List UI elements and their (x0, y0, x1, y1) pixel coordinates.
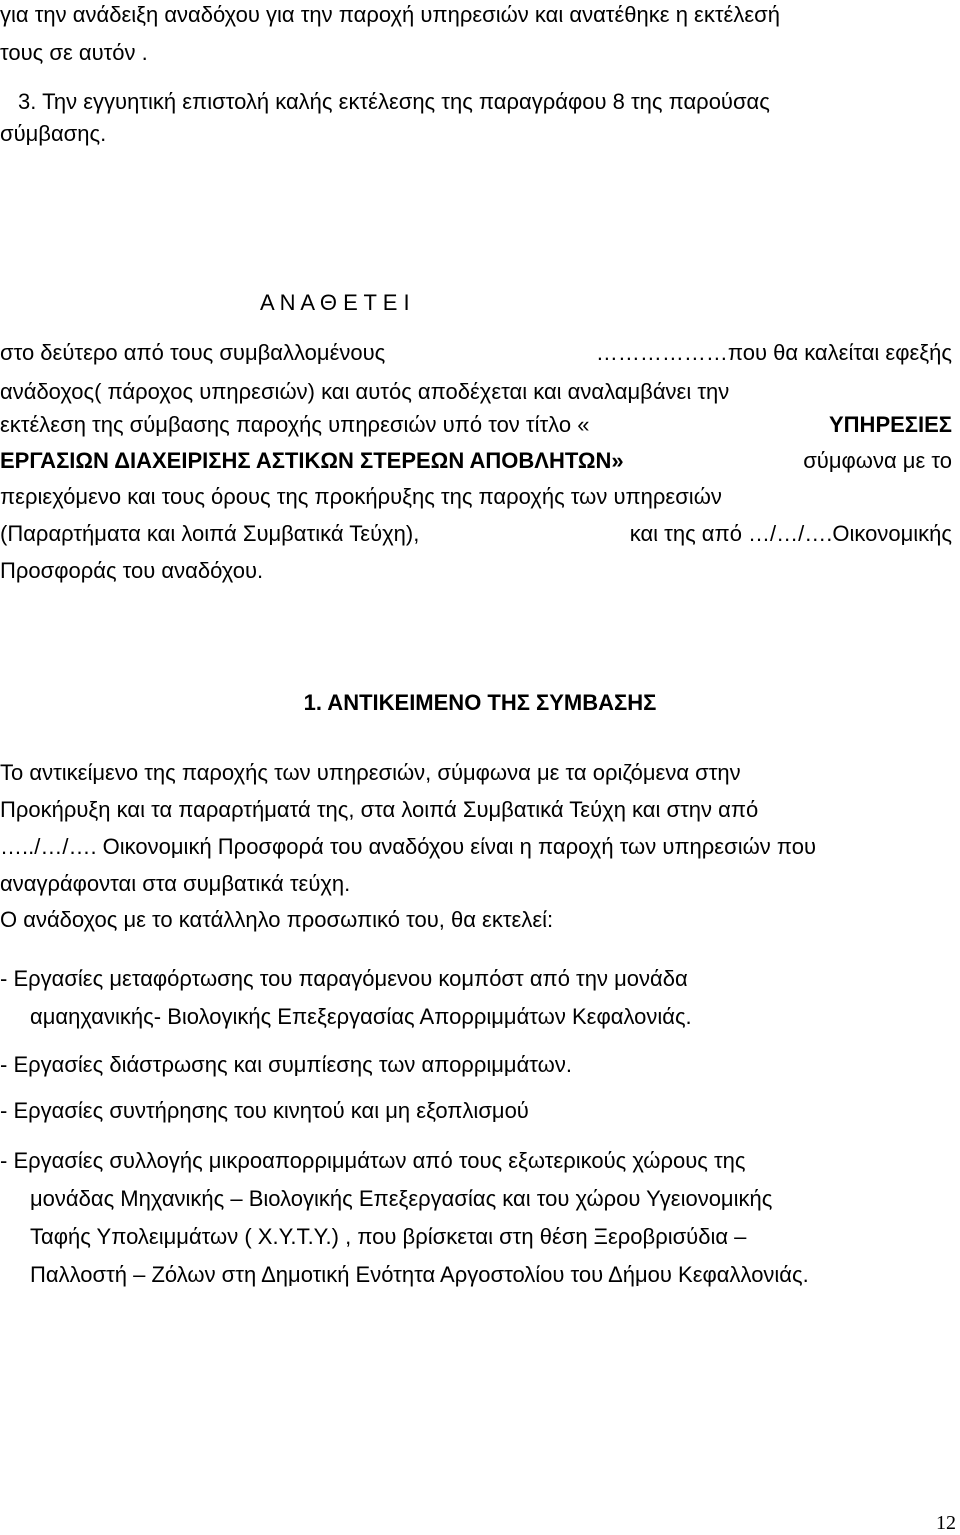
text-line: Το αντικείμενο της παροχής των υπηρεσιών, σύμφωνα με τα οριζόμενα στην (0, 760, 741, 785)
title-text: ΕΡΓΑΣΙΩΝ ΔΙΑΧΕΙΡΙΣΗΣ ΑΣΤΙΚΩΝ ΣΤΕΡΕΩΝ ΑΠΟΒΛΗΤΩΝ» (0, 448, 624, 473)
text-line: σύμβασης. (0, 121, 107, 146)
list-item: - Εργασίες συλλογής μικροαπορριμμάτων από τους εξωτερικούς χώρους της (0, 1148, 746, 1173)
list-item-continuation: Παλλοστή – Ζόλων στη Δημοτική Ενότητα Αργοστολίου του Δήμου Κεφαλλονιάς. (30, 1262, 809, 1287)
title-text: ΥΠΗΡΕΣΙΕΣ (829, 412, 952, 437)
text-line: ανάδοχος( πάροχος υπηρεσιών) και αυτός αποδέχεται και αναλαμβάνει την (0, 379, 730, 404)
text-line (0, 412, 952, 438)
text-line (0, 521, 952, 547)
text-line: περιεχόμενο και τους όρους της προκήρυξης της παροχής των υπηρεσιών (0, 484, 722, 509)
page-number: 12 (936, 1512, 956, 1534)
list-item: - Εργασίες διάστρωσης και συμπίεσης των απορριμμάτων. (0, 1052, 572, 1077)
text-line: Ο ανάδοχος με το κατάλληλο προσωπικό του, θα εκτελεί: (0, 907, 554, 932)
text-line: για την ανάδειξη αναδόχου για την παροχή υπηρεσιών και ανατέθηκε η εκτέλεσή (0, 2, 780, 27)
text-segment: (Παραρτήματα και λοιπά Συμβατικά Τεύχη), (0, 521, 420, 546)
list-item-continuation: μονάδας Μηχανικής – Βιολογικής Επεξεργασίας και του χώρου Υγειονομικής (30, 1186, 773, 1211)
list-item: - Εργασίες μεταφόρτωσης του παραγόμενου κομπόστ από την μονάδα (0, 966, 688, 991)
text-segment: εκτέλεση της σύμβασης παροχής υπηρεσιών υπό τον τίτλο « (0, 412, 590, 437)
text-line (0, 448, 952, 474)
text-segment: ………………που θα καλείται εφεξής (595, 340, 952, 365)
list-item-continuation: Ταφής Υπολειμμάτων ( Χ.Υ.Τ.Υ.) , που βρίσκεται στη θέση Ξεροβρισύδια – (30, 1224, 747, 1249)
list-item-continuation: αμαηχανικής- Βιολογικής Επεξεργασίας Απορριμμάτων Κεφαλονιάς. (30, 1004, 692, 1029)
text-line: Προσφοράς του αναδόχου. (0, 558, 264, 583)
section-heading: Α Ν Α Θ Ε Τ Ε Ι (260, 290, 410, 315)
text-segment: και της από …/…/….Οικονομικής (629, 521, 952, 546)
numbered-item-3: 3. Την εγγυητική επιστολή καλής εκτέλεσης της παραγράφου 8 της παρούσας (18, 89, 770, 114)
text-line: αναγράφονται στα συμβατικά τεύχη. (0, 871, 351, 896)
text-line: τους σε αυτόν . (0, 40, 148, 65)
section-title: 1. ΑΝΤΙΚΕΙΜΕΝΟ ΤΗΣ ΣΥΜΒΑΣΗΣ (303, 690, 657, 715)
text-segment: σύμφωνα με το (803, 448, 952, 473)
list-item: - Εργασίες συντήρησης του κινητού και μη εξοπλισμού (0, 1098, 529, 1123)
text-line: Προκήρυξη και τα παραρτήματά της, στα λοιπά Συμβατικά Τεύχη και στην από (0, 797, 759, 822)
text-line: …../…/…. Οικονομική Προσφορά του αναδόχου είναι η παροχή των υπηρεσιών που (0, 834, 816, 859)
text-line (0, 340, 952, 366)
text-segment: στο δεύτερο από τους συμβαλλομένους (0, 340, 386, 365)
